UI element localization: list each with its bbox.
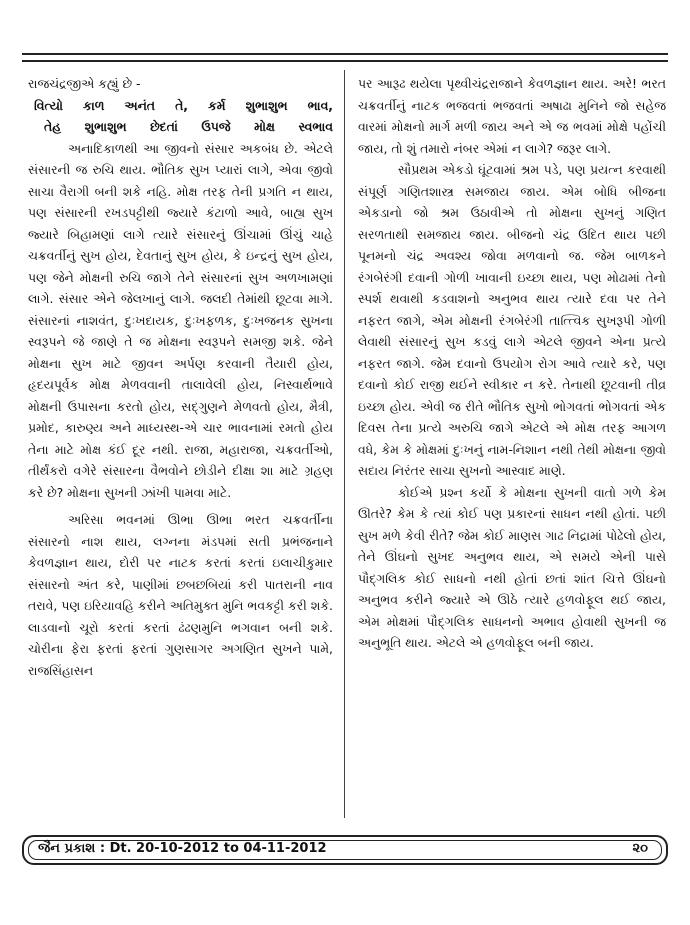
publication-info: જૈન પ્રકાશ : Dt. 20-10-2012 to 04-11-2012 <box>38 841 327 856</box>
right-paragraph-2: સૌપ્રથમ એકડો ઘૂંટવામાં શ્રમ પડે, પણ પ્રયત્ન કરવાથી સંપૂર્ણ ગણિતશાસ્ત્ર સમજાય જાય. એમ બોધિ બીજના એકડાનો જો શ્રમ ઉઠાવીએ તો મોક્ષના સુખનું ગણિત સરળતાથી સમજાય જાય. બીજનો ચંદ્ર ઉદિત થાય પછી પૂનમનો ચંદ્ર અવશ્ય જોવા મળવાનો જ. જેમ બાળકને રંગબેરંગી દવાની ગોળી ખાવાની ઇચ્છા થાય, પણ મોઢામાં તેનો સ્પર્શ થવાથી કડવાશનો અનુભવ થાય ત્યારે દવા પર તેને નફરત જાગે, એમ મોક્ષની રંગબેરંગી તાત્ત્વિક સુખરૂપી ગોળી લેવાથી સંસારનું સુખ કડવું લાગે એટલે જીવને એના પ્રત્યે નફરત જાગે. જેમ દવાનો ઉપયોગ રોગ આવે ત્યારે કરે, પણ દવાનો કોઈ રાજી થઈને સ્વીકાર ન કરે. તેનાથી છૂટવાની તીવ્ર ઇચ્છા હોય. એવી જ રીતે ભૌતિક સુખો ભોગવતાં ભોગવતાં એક દિવસ તેના પ્રત્યે અરુચિ જાગે એટલે એ મોક્ષ તરફ આગળ વધે, કેમ કે મોક્ષમાં દુઃખનું નામ-નિશાન નથી તેથી મોક્ષના જીવો સદાય નિરંતર સાચા સુખનો આસ્વાદ માણે. <box>358 162 666 478</box>
top-rule-1 <box>22 53 668 55</box>
page-number: ૨૦ <box>632 841 648 856</box>
left-paragraph-2: અરિસા ભવનમાં ઊભા ઊભા ભરત ચક્રવર્તીના સંસારનો નાશ થાય, લગ્નના મંડપમાં સતી પ્રભંજનાને કેવળજ્ઞાન થાય, દોરી પર નાટક કરતાં કરતાં ઇલાચીકુમાર સંસારનો અંત કરે, પાણીમાં છબછબિયાં કરી પાતરાની નાવ તરાવે, પણ ઇરિયાવહિ કરીને અતિમુક્ત મુનિ ભવકટ્ટી કરી શકે. લાડવાનો ચૂરો કરતાં કરતાં ઢંઢણમુનિ ભગવાન બની શકે. ચોરીના ફેરા ફરતાં ફરતાં ગુણસાગર અગણિત સુખને પામે, રાજસિંહાસન <box>28 512 333 678</box>
verse-line-1: વિત્યો કાળ અનંત તે, કર્મ શુભાશુભ ભાવ, <box>34 97 333 113</box>
right-column <box>358 73 666 654</box>
intro-line: રાજચંદ્રજીએ કહ્યું છે - <box>28 76 141 91</box>
right-paragraph-3: કોઈએ પ્રશ્ન કર્યો કે મોક્ષના સુખની વાતો ગળે કેમ ઊતરે? કેમ કે ત્યાં કોઈ પણ પ્રકારનાં સાધન નથી હોતાં. પછી સુખ મળે કેવી રીતે? જેમ કોઈ માણસ ગાઢ નિદ્રામાં પોઢેલો હોય, તેને ઊંઘનો સુખદ અનુભવ થાય, એ સમયે એની પાસે પૌદ્ગલિક કોઈ સાધનો નથી હોતાં છતાં શાંત ચિત્તે ઊંઘનો અનુભવ કરીને જ્યારે એ ઊઠે ત્યારે હળવોફૂલ થઈ જાય, એમ મોક્ષમાં પૌદ્ગલિક સાધનનો અભાવ હોવાથી સુખની જ અનુભૂતિ થાય. એટલે એ હળવોફૂલ બની જાય. <box>358 484 666 650</box>
top-rule-2 <box>22 60 668 62</box>
left-column <box>28 73 333 681</box>
footer-box <box>22 835 668 865</box>
right-paragraph-1: પર આરૂઢ થયેલા પૃથ્વીચંદ્રરાજાને કેવળજ્ઞાન થાય. અરે! ભરત ચક્રવર્તીનું નાટક ભજવતાં ભજવતાં અષાઢા મુનિને જો સહેજ વારમાં મોક્ષનો માર્ગ મળી જાય અને એ જ ભવમાં મોક્ષે પહોંચી જાય, તો શું તમારો નંબર એમાં ન લાગે? જરૂર લાગે. <box>358 76 666 156</box>
verse-line-2: તેહ શુભાશુભ છેદતાં ઉપજે મોક્ષ સ્વભાવ <box>44 119 333 134</box>
left-paragraph-1: અનાદિકાળથી આ જીવનો સંસાર અકબંધ છે. એટલે સંસારની જ રુચિ થાય. ભૌતિક સુખ પ્યારાં લાગે, એવા જીવો સાચા વૈરાગી બની શકે નહિ. મોક્ષ તરફ તેની પ્રગતિ ન થાય, પણ સંસારની રખડપટ્ટીથી જ્યારે કંટાળો આવે, બાહ્ય સુખ જ્યારે બિહામણાં લાગે ત્યારે સંસારનું ઊંચામાં ઊંચું ચાહે ચક્રવર્તીનું સુખ હોય, દેવતાનું સુખ હોય, કે ઇન્દ્રનું સુખ હોય, પણ જેને મોક્ષની રુચિ જાગે તેને સંસારનાં સુખ અળખામણાં લાગે. સંસાર એને જેલખાનું લાગે. જલદી તેમાંથી છૂટવા માગે. સંસારનાં નાશવંત, દુઃખદાયક, દુઃખફળક, દુઃખજનક સુખના સ્વરૂપને જે જાણે તે જ મોક્ષના સ્વરૂપને સમજી શકે. જેને મોક્ષના સુખ માટે જીવન અર્પણ કરવાની તૈયારી હોય, હૃદયપૂર્વક મોક્ષ મેળવવાની તાલાવેલી હોય, નિસ્વાર્થભાવે મોક્ષની ઉપાસના કરતો હોય, સદ્ગુણને મેળવતો હોય, મૈત્રી, પ્રમોદ, કારુણ્ય અને માધ્યસ્થ-એ ચાર ભાવનામાં રમતો હોય તેના માટે મોક્ષ કંઈ દૂર નથી. રાજા, મહારાજા, ચક્રવર્તીઓ, તીર્થંકરો વગેરે સંસારના વૈભવોને છોડીને દીક્ષા શા માટે ગ્રહણ કરે છે? મોક્ષના સુખની ઝાંખી પામવા માટે. <box>28 140 333 500</box>
column-divider <box>344 70 345 818</box>
